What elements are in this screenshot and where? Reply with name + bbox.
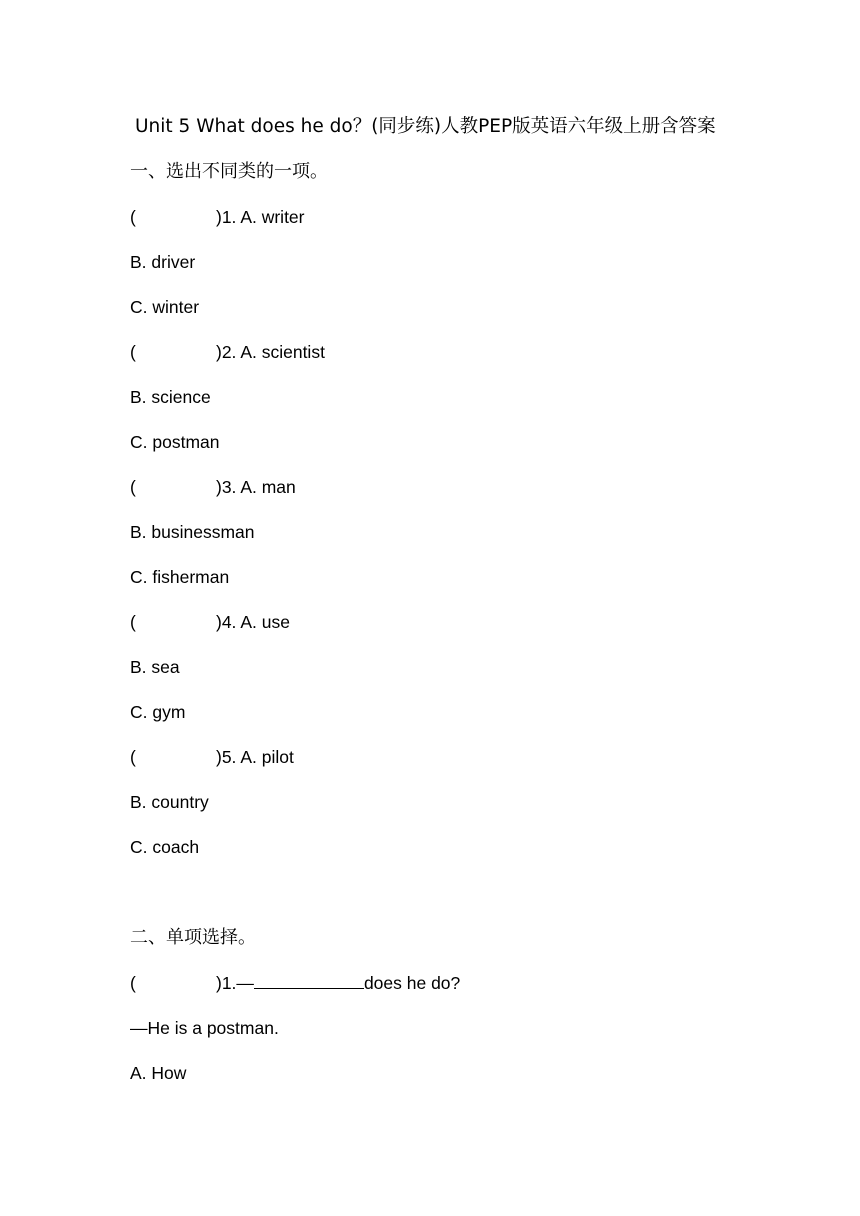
mc-question-1 xyxy=(130,971,460,995)
answer-paren: ( xyxy=(130,973,136,993)
answer-line: —He is a postman. xyxy=(130,1018,279,1038)
question-stem: )2. A. scientist xyxy=(216,342,325,362)
document-title: Unit 5 What does he do？(同步练)人教PEP版英语六年级上册含答案 xyxy=(135,116,716,137)
question-1 xyxy=(130,205,305,229)
option-c: C. winter xyxy=(130,297,200,317)
option-c: C. coach xyxy=(130,837,200,857)
fill-in-blank xyxy=(254,971,364,989)
option-b: B. science xyxy=(130,387,211,407)
option-b: B. sea xyxy=(130,657,180,677)
answer-paren: ( xyxy=(130,477,136,497)
question-stem-after: does he do? xyxy=(363,973,461,993)
answer-paren: ( xyxy=(130,207,136,227)
option-c: C. gym xyxy=(130,702,186,722)
question-stem: )5. A. pilot xyxy=(216,747,294,767)
answer-paren: ( xyxy=(130,342,136,362)
question-stem: )4. A. use xyxy=(216,612,290,632)
option-c: C. fisherman xyxy=(130,567,230,587)
question-4 xyxy=(130,610,290,634)
question-2 xyxy=(130,340,325,364)
section1-heading: 一、选出不同类的一项。 xyxy=(130,161,328,182)
question-stem: )3. A. man xyxy=(216,477,296,497)
option-b: B. driver xyxy=(130,252,196,272)
question-stem: )1. A. writer xyxy=(216,207,305,227)
option-c: C. postman xyxy=(130,432,220,452)
option-b: B. country xyxy=(130,792,209,812)
answer-paren: ( xyxy=(130,612,136,632)
question-5 xyxy=(130,745,294,769)
option-a: A. How xyxy=(130,1063,187,1083)
question-3 xyxy=(130,475,296,499)
section2-heading: 二、单项选择。 xyxy=(130,927,256,948)
option-b: B. businessman xyxy=(130,522,255,542)
answer-paren: ( xyxy=(130,747,136,767)
question-stem-before: )1.— xyxy=(216,973,254,993)
